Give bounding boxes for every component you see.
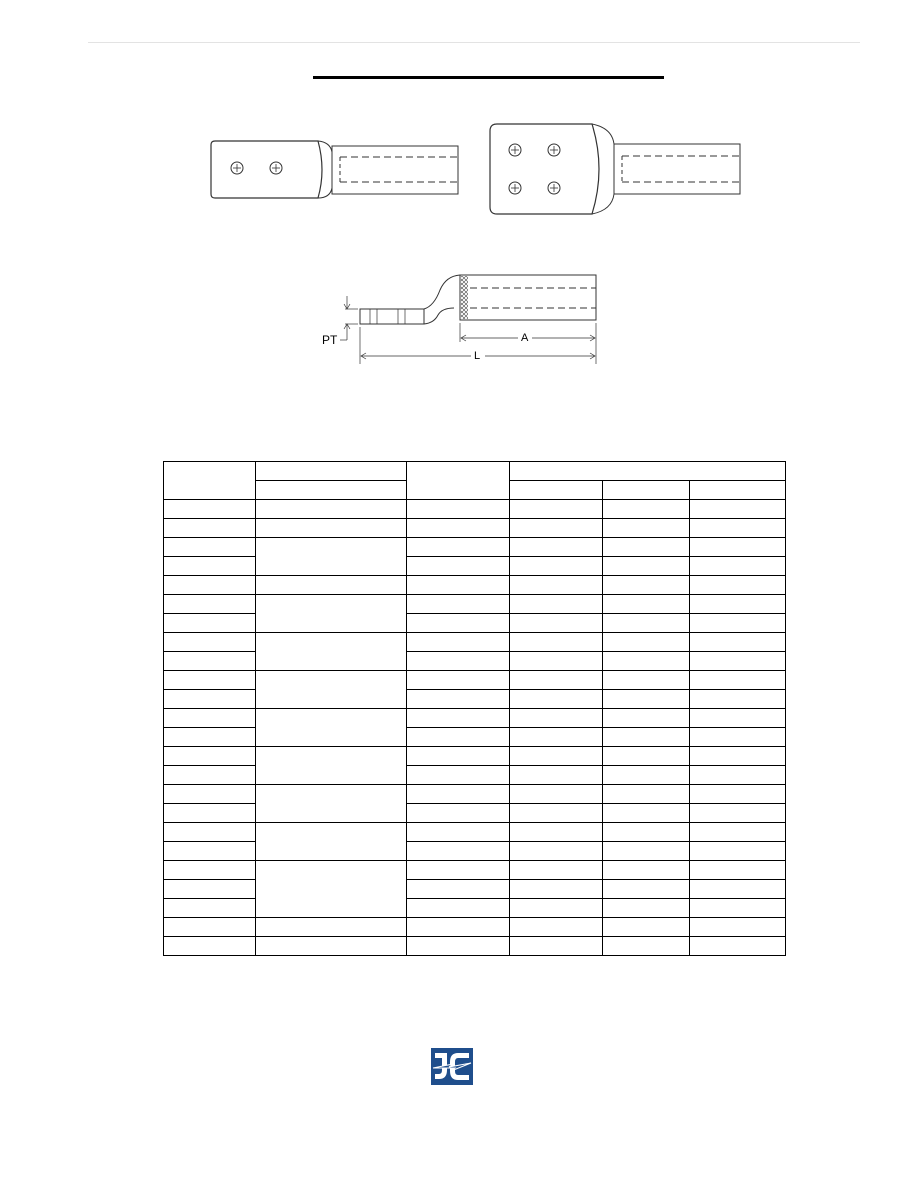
table-cell xyxy=(510,899,603,918)
table-cell xyxy=(603,671,690,690)
company-logo xyxy=(431,1048,473,1085)
table-cell xyxy=(603,937,690,956)
table-cell xyxy=(510,614,603,633)
table-cell xyxy=(690,823,786,842)
table-cell xyxy=(164,766,256,785)
table-header-cell xyxy=(510,481,603,500)
table-header-cell xyxy=(603,481,690,500)
table-cell xyxy=(603,576,690,595)
four-hole-lug-drawing xyxy=(488,122,744,216)
table-cell xyxy=(164,538,256,557)
table-cell xyxy=(164,785,256,804)
table-cell xyxy=(510,785,603,804)
table-cell xyxy=(690,785,786,804)
table-cell xyxy=(510,861,603,880)
table-cell xyxy=(510,633,603,652)
table-cell xyxy=(690,500,786,519)
table-cell xyxy=(164,614,256,633)
table-cell xyxy=(510,918,603,937)
table-cell xyxy=(603,861,690,880)
table-cell xyxy=(690,576,786,595)
table-cell xyxy=(690,633,786,652)
table-cell xyxy=(603,880,690,899)
table-cell xyxy=(510,519,603,538)
table-row xyxy=(164,595,786,614)
table-cell xyxy=(510,709,603,728)
two-hole-lug-drawing xyxy=(210,138,462,202)
table-cell xyxy=(256,595,407,633)
table-cell xyxy=(603,690,690,709)
table-row xyxy=(164,918,786,937)
table-body xyxy=(164,500,786,956)
table-cell xyxy=(407,709,510,728)
table-cell xyxy=(510,557,603,576)
table-cell xyxy=(690,766,786,785)
table-header-cell xyxy=(256,481,407,500)
table-cell xyxy=(256,709,407,747)
table-cell xyxy=(407,728,510,747)
table-cell xyxy=(510,842,603,861)
table-cell xyxy=(690,614,786,633)
table-cell xyxy=(603,519,690,538)
table-row xyxy=(164,576,786,595)
table-cell xyxy=(164,918,256,937)
table-cell xyxy=(407,633,510,652)
table-cell xyxy=(407,785,510,804)
table-cell xyxy=(164,899,256,918)
table-cell xyxy=(256,861,407,918)
table-cell xyxy=(164,633,256,652)
pt-label: PT xyxy=(322,333,338,347)
table-cell xyxy=(164,823,256,842)
table-cell xyxy=(690,747,786,766)
table-cell xyxy=(407,671,510,690)
table-cell xyxy=(603,918,690,937)
table-cell xyxy=(690,861,786,880)
table-cell xyxy=(510,937,603,956)
table-cell xyxy=(164,937,256,956)
table-cell xyxy=(256,918,407,937)
table-cell xyxy=(690,918,786,937)
table-cell xyxy=(407,880,510,899)
table-cell xyxy=(603,614,690,633)
table-cell xyxy=(510,747,603,766)
table-cell xyxy=(690,557,786,576)
table-row xyxy=(164,538,786,557)
table-cell xyxy=(256,785,407,823)
table-cell xyxy=(164,500,256,519)
table-cell xyxy=(256,937,407,956)
table-header-cell xyxy=(256,462,407,481)
table-cell xyxy=(510,880,603,899)
table-cell xyxy=(690,671,786,690)
table-cell xyxy=(164,519,256,538)
table-cell xyxy=(164,804,256,823)
top-divider xyxy=(88,42,860,43)
table-cell xyxy=(690,690,786,709)
table-cell xyxy=(603,747,690,766)
table-cell xyxy=(256,747,407,785)
table-cell xyxy=(407,652,510,671)
side-profile-drawing xyxy=(322,268,610,372)
table-cell xyxy=(510,804,603,823)
table-cell xyxy=(690,652,786,671)
table-cell xyxy=(510,766,603,785)
table-cell xyxy=(510,595,603,614)
table-cell xyxy=(603,595,690,614)
table-cell xyxy=(407,804,510,823)
table-cell xyxy=(407,937,510,956)
table-cell xyxy=(603,804,690,823)
title-underline xyxy=(313,76,664,79)
table-cell xyxy=(164,652,256,671)
table-cell xyxy=(407,538,510,557)
table-cell xyxy=(164,861,256,880)
table-cell xyxy=(407,595,510,614)
table-cell xyxy=(164,709,256,728)
table-cell xyxy=(407,557,510,576)
table-cell xyxy=(690,842,786,861)
table-cell xyxy=(603,842,690,861)
table-cell xyxy=(407,842,510,861)
table-cell xyxy=(603,766,690,785)
table-cell xyxy=(407,823,510,842)
table-cell xyxy=(690,899,786,918)
table-cell xyxy=(690,709,786,728)
table-cell xyxy=(407,766,510,785)
table-cell xyxy=(510,690,603,709)
table-cell xyxy=(603,557,690,576)
table-cell xyxy=(256,633,407,671)
table-cell xyxy=(603,633,690,652)
table-cell xyxy=(603,899,690,918)
table-cell xyxy=(690,595,786,614)
a-label: A xyxy=(521,332,529,344)
table-cell xyxy=(256,671,407,709)
table-cell xyxy=(690,937,786,956)
table-cell xyxy=(510,576,603,595)
table-cell xyxy=(603,652,690,671)
table-cell xyxy=(407,576,510,595)
table-cell xyxy=(603,538,690,557)
table-row xyxy=(164,823,786,842)
table-cell xyxy=(407,899,510,918)
table-row xyxy=(164,937,786,956)
table-row xyxy=(164,633,786,652)
table-cell xyxy=(164,595,256,614)
table-cell xyxy=(510,728,603,747)
table-cell xyxy=(690,728,786,747)
table-header-cell xyxy=(510,462,786,481)
table-cell xyxy=(510,823,603,842)
table-cell xyxy=(510,500,603,519)
table-header-cell xyxy=(690,481,786,500)
table-row xyxy=(164,747,786,766)
table-cell xyxy=(510,652,603,671)
table-cell xyxy=(164,690,256,709)
table-cell xyxy=(603,709,690,728)
table-cell xyxy=(164,747,256,766)
table-cell xyxy=(164,576,256,595)
table-header-cell xyxy=(164,462,256,500)
table-cell xyxy=(164,557,256,576)
table-cell xyxy=(407,614,510,633)
table-cell xyxy=(690,538,786,557)
table-row xyxy=(164,709,786,728)
table-row xyxy=(164,861,786,880)
table-cell xyxy=(510,671,603,690)
table-cell xyxy=(690,519,786,538)
table-cell xyxy=(256,519,407,538)
table-cell xyxy=(603,728,690,747)
table-cell xyxy=(164,880,256,899)
table-cell xyxy=(690,804,786,823)
table-cell xyxy=(690,880,786,899)
table-cell xyxy=(407,918,510,937)
spec-table xyxy=(163,461,786,956)
table-cell xyxy=(407,747,510,766)
table-cell xyxy=(407,861,510,880)
table-cell xyxy=(164,728,256,747)
table-row xyxy=(164,671,786,690)
table-cell xyxy=(256,538,407,576)
table-cell xyxy=(407,500,510,519)
table-cell xyxy=(407,690,510,709)
table-row xyxy=(164,519,786,538)
table-cell xyxy=(603,823,690,842)
table-cell xyxy=(164,842,256,861)
table-cell xyxy=(407,519,510,538)
table-cell xyxy=(256,823,407,861)
table-header-row xyxy=(164,462,786,481)
table-cell xyxy=(256,500,407,519)
table-cell xyxy=(256,576,407,595)
table-row xyxy=(164,785,786,804)
table-header-cell xyxy=(407,462,510,500)
table-row xyxy=(164,500,786,519)
table-cell xyxy=(164,671,256,690)
table-cell xyxy=(603,785,690,804)
table-cell xyxy=(603,500,690,519)
l-label: L xyxy=(474,350,481,362)
table-cell xyxy=(510,538,603,557)
